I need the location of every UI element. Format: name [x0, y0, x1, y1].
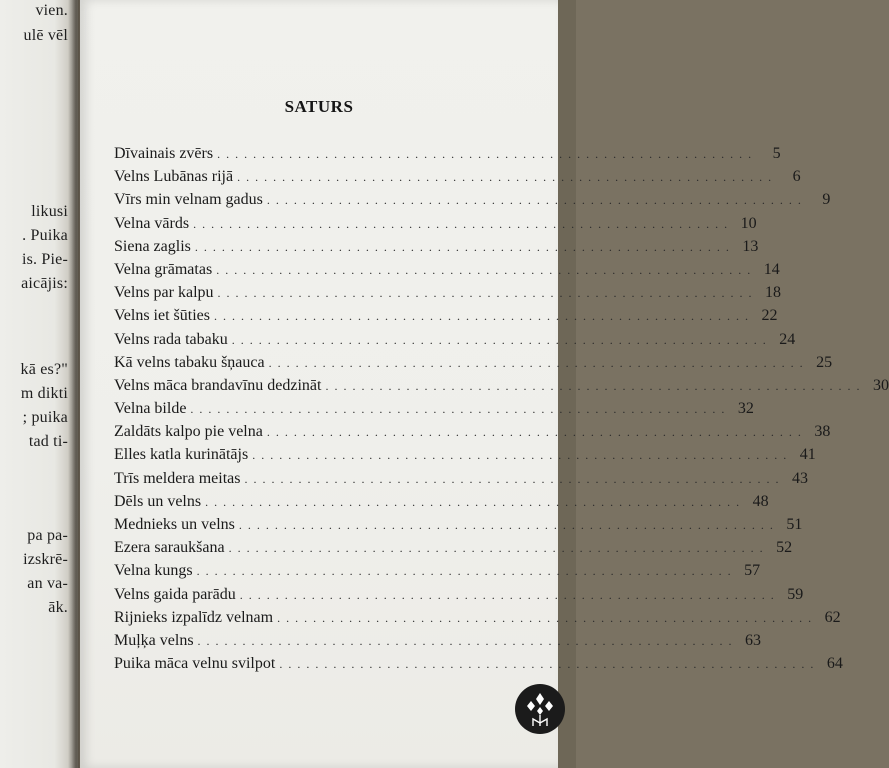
toc-entry-title: Vīrs min velnam gadus — [114, 191, 263, 209]
toc-entry — [114, 214, 757, 238]
toc-entry-title: Velna grāmatas — [114, 260, 213, 278]
toc-entry — [114, 585, 804, 609]
facing-page-text-line: . Puika — [22, 227, 68, 244]
toc-entry — [114, 562, 761, 585]
toc-entry-title: Velns iet šūties — [114, 307, 210, 325]
toc-entry-page: 59 — [787, 585, 804, 603]
toc-entry — [114, 400, 754, 423]
toc-entry — [114, 260, 780, 284]
toc-entry-title: Mednieks un velns — [114, 516, 235, 533]
toc-entry — [114, 191, 831, 214]
toc-entry-page: 62 — [824, 608, 841, 626]
page-title: SATURS — [284, 97, 354, 116]
toc-entry-page: 63 — [745, 631, 762, 649]
toc-entry-title: Ezera saraukšana — [114, 539, 225, 557]
toc-entry — [114, 168, 801, 191]
toc-dot-leader: . . . . . . . . . . . . . . . . . . . . . . . . . . . . . . . . . . . . . . . . . . . . . . . . . . . . . . . . . . . . — [216, 262, 752, 277]
facing-page-text-line: izskrē- — [23, 551, 68, 568]
toc-dot-leader: . . . . . . . . . . . . . . . . . . . . . . . . . . . . . . . . . . . . . . . . . . . . . . . . . . . . . . . . . . . . — [193, 216, 729, 231]
toc-entry-page: 38 — [814, 423, 831, 441]
facing-page-text-line: ulē vēl — [23, 27, 68, 44]
toc-entry — [114, 469, 808, 493]
toc-dot-leader: . . . . . . . . . . . . . . . . . . . . . . . . . . . . . . . . . . . . . . . . . . . . . . . . . . . . . . . . . . . . — [277, 610, 813, 625]
toc-entry-page: 18 — [765, 284, 782, 302]
toc-entry — [114, 307, 778, 330]
toc-entry-page: 25 — [816, 353, 833, 371]
toc-entry-title: Velna kungs — [114, 562, 193, 580]
toc-entry — [114, 516, 803, 539]
toc-entry-title: Elles katla kurinātājs — [114, 446, 249, 464]
toc-entry — [114, 237, 759, 261]
toc-entry-page: 52 — [776, 539, 793, 557]
toc-entry — [114, 446, 816, 469]
facing-page — [0, 0, 78, 768]
toc-dot-leader: . . . . . . . . . . . . . . . . . . . . . . . . . . . . . . . . . . . . . . . . . . . . . . . . . . . . . . . . . . . . — [196, 564, 733, 579]
toc-entry-title: Velns rada tabaku — [114, 330, 228, 348]
toc-entry — [114, 655, 843, 678]
ornament-logo-icon — [515, 684, 565, 734]
toc-entry-title: Muļķa velns — [114, 631, 194, 649]
facing-page-text-line: likusi — [31, 203, 68, 220]
facing-page-text-line: āk. — [48, 599, 68, 616]
facing-page-text-line: kā es?" — [20, 361, 68, 378]
toc-entry-page: 32 — [737, 400, 754, 418]
toc-entry-title: Dīvainais zvērs — [114, 145, 214, 162]
facing-page-text-line: tad ti- — [28, 433, 68, 450]
toc-entry-page: 64 — [826, 655, 843, 673]
toc-dot-leader: . . . . . . . . . . . . . . . . . . . . . . . . . . . . . . . . . . . . . . . . . . . . . . . . . . . . . . . . . . . . — [239, 587, 776, 602]
facing-page-text-line: ; puika — [22, 409, 68, 426]
toc-entry-title: Zaldāts kalpo pie velna — [114, 423, 263, 441]
toc-dot-leader: . . . . . . . . . . . . . . . . . . . . . . . . . . . . . . . . . . . . . . . . . . . . . . . . . . . . . . . . . . . . — [194, 239, 731, 254]
toc-dot-leader: . . . . . . . . . . . . . . . . . . . . . . . . . . . . . . . . . . . . . . . . . . . . . . . . . . . . . . . . . . . . — [228, 541, 765, 556]
toc-dot-leader: . . . . . . . . . . . . . . . . . . . . . . . . . . . . . . . . . . . . . . . . . . . . . . . . . . . . . . . . . . . . — [217, 147, 753, 161]
facing-page-text-line: is. Pie- — [21, 251, 68, 268]
facing-page-text-line: an va- — [27, 575, 68, 592]
toc-entry-page: 13 — [742, 237, 759, 255]
toc-entry — [114, 608, 841, 632]
toc-entry-page: 14 — [763, 260, 780, 278]
toc-entry-title: Velna bilde — [114, 400, 187, 418]
toc-dot-leader: . . . . . . . . . . . . . . . . . . . . . . . . . . . . . . . . . . . . . . . . . . . . . . . . . . . . . . . . . . . . — [266, 425, 803, 440]
watermark-logo — [515, 684, 565, 734]
toc-entry-page: 48 — [752, 492, 769, 510]
toc-entry-page: 41 — [799, 446, 816, 464]
toc-entry — [114, 631, 762, 655]
toc-dot-leader: . . . . . . . . . . . . . . . . . . . . . . . . . . . . . . . . . . . . . . . . . . . . . . . . . . . . . . . . . . . . — [190, 402, 726, 417]
toc-dot-leader: . . . . . . . . . . . . . . . . . . . . . . . . . . . . . . . . . . . . . . . . . . . . . . . . . . . . . . . . . . . . — [266, 193, 803, 208]
toc-entry — [114, 145, 781, 168]
toc-entry — [114, 353, 833, 377]
toc-dot-leader: . . . . . . . . . . . . . . . . . . . . . . . . . . . . . . . . . . . . . . . . . . . . . . . . . . . . . . . . . . . . — [217, 286, 754, 301]
toc-entry-page: 30 — [872, 376, 889, 394]
toc-entry-page: 51 — [786, 516, 803, 533]
toc-entry-title: Velns Lubānas rijā — [114, 168, 234, 186]
toc-entry-title: Velns gaida parādu — [114, 585, 236, 603]
toc-entry — [114, 492, 769, 516]
facing-page-text-line: pa pa- — [27, 527, 68, 544]
toc-dot-leader: . . . . . . . . . . . . . . . . . . . . . . . . . . . . . . . . . . . . . . . . . . . . . . . . . . . . . . . . . . . . — [238, 518, 775, 532]
toc-entry-title: Rijnieks izpalīdz velnam — [114, 608, 274, 626]
toc-entry-page: 5 — [772, 145, 781, 162]
toc-entry-title: Puika māca velnu svilpot — [114, 655, 276, 673]
toc-dot-leader: . . . . . . . . . . . . . . . . . . . . . . . . . . . . . . . . . . . . . . . . . . . . . . . . . . . . . . . . . . . . — [244, 471, 780, 486]
toc-entry-page: 22 — [761, 307, 778, 325]
toc-entry-title: Velna vārds — [114, 214, 190, 232]
toc-entry-title: Velns par kalpu — [114, 284, 214, 302]
toc-dot-leader: . . . . . . . . . . . . . . . . . . . . . . . . . . . . . . . . . . . . . . . . . . . . . . . . . . . . . . . . . . . . — [325, 378, 861, 393]
facing-page-text-line: aicājis: — [21, 275, 68, 292]
toc-entry — [114, 376, 889, 400]
toc-dot-leader: . . . . . . . . . . . . . . . . . . . . . . . . . . . . . . . . . . . . . . . . . . . . . . . . . . . . . . . . . . . . — [252, 448, 788, 463]
toc-entry-title: Kā velns tabaku šņauca — [114, 353, 265, 371]
toc-entry — [114, 539, 793, 562]
toc-dot-leader: . . . . . . . . . . . . . . . . . . . . . . . . . . . . . . . . . . . . . . . . . . . . . . . . . . . . . . . . . . . . — [237, 170, 773, 185]
facing-page-text-line: vien. — [35, 2, 68, 19]
toc-entry-page: 43 — [792, 469, 808, 487]
facing-page-text-line: m dikti — [20, 385, 68, 402]
toc-entry-page: 6 — [792, 168, 801, 186]
toc-entry-title: Velns māca brandavīnu dedzināt — [114, 376, 322, 394]
table-of-contents — [114, 145, 889, 678]
toc-dot-leader: . . . . . . . . . . . . . . . . . . . . . . . . . . . . . . . . . . . . . . . . . . . . . . . . . . . . . . . . . . . . — [214, 309, 750, 324]
toc-entry-page: 24 — [779, 330, 796, 348]
toc-dot-leader: . . . . . . . . . . . . . . . . . . . . . . . . . . . . . . . . . . . . . . . . . . . . . . . . . . . . . . . . . . . . — [231, 332, 768, 347]
toc-entry-page: 57 — [744, 562, 761, 580]
toc-entry — [114, 330, 796, 354]
toc-dot-leader: . . . . . . . . . . . . . . . . . . . . . . . . . . . . . . . . . . . . . . . . . . . . . . . . . . . . . . . . . . . . — [279, 657, 815, 672]
toc-entry-page: 10 — [740, 214, 757, 232]
toc-entry-page: 9 — [822, 191, 831, 209]
toc-entry — [114, 423, 831, 446]
toc-entry-title: Trīs meldera meitas — [114, 469, 241, 487]
toc-dot-leader: . . . . . . . . . . . . . . . . . . . . . . . . . . . . . . . . . . . . . . . . . . . . . . . . . . . . . . . . . . . . — [205, 494, 741, 509]
toc-entry — [114, 284, 782, 307]
toc-dot-leader: . . . . . . . . . . . . . . . . . . . . . . . . . . . . . . . . . . . . . . . . . . . . . . . . . . . . . . . . . . . . — [197, 633, 734, 648]
toc-entry-title: Siena zaglis — [114, 237, 191, 255]
toc-entry-title: Dēls un velns — [114, 492, 202, 510]
toc-dot-leader: . . . . . . . . . . . . . . . . . . . . . . . . . . . . . . . . . . . . . . . . . . . . . . . . . . . . . . . . . . . . — [268, 355, 805, 370]
